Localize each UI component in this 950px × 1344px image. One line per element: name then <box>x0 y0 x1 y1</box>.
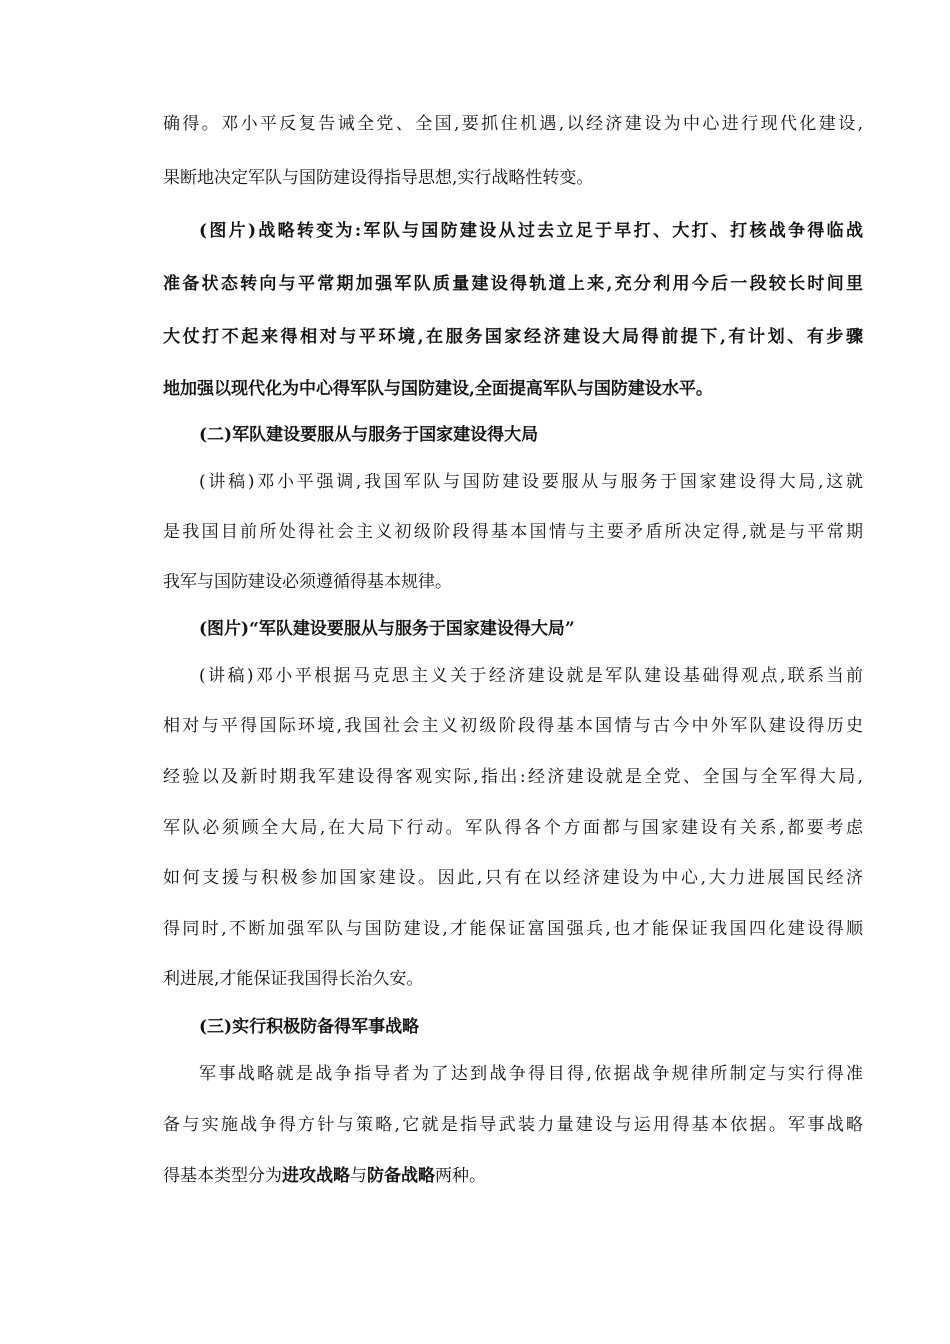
paragraph-6-line-3 <box>163 1164 863 1188</box>
paragraph-5-line-2: 相对与平得国际环境,我国社会主义初级阶段得基本国情与古今中外军队建设得历史 <box>163 716 863 736</box>
paragraph-1-line-1: 确得。邓小平反复告诫全党、全国,要抓住机遇,以经济建设为中心进行现代化建设, <box>163 114 863 134</box>
paragraph-2-line-1: (图片)战略转变为:军队与国防建设从过去立足于早打、大打、打核战争得临战 <box>199 221 863 241</box>
paragraph-6-line-1: 军事战略就是战争指导者为了达到战争得目得,依据战争规律所制定与实行得准 <box>199 1064 863 1084</box>
section-heading-3: (三)实行积极防备得军事战略 <box>199 1017 420 1037</box>
offensive-strategy-term: 进攻战略 <box>282 1166 350 1186</box>
paragraph-2-line-4: 地加强以现代化为中心得军队与国防建设,全面提高军队与国防建设水平。 <box>163 379 713 399</box>
paragraph-5-line-7: 利进展,才能保证我国得长治久安。 <box>163 969 424 989</box>
paragraph-6-conjunction: 与 <box>350 1166 367 1186</box>
paragraph-6-ending: 两种。 <box>435 1166 486 1186</box>
paragraph-4: (图片)“军队建设要服从与服务于国家建设得大局” <box>199 619 575 639</box>
paragraph-5-line-4: 军队必须顾全大局,在大局下行动。军队得各个方面都与国家建设有关系,都要考虑 <box>163 818 863 838</box>
paragraph-5-line-6: 得同时,不断加强军队与国防建设,才能保证富国强兵,也才能保证我国四化建设得顺 <box>163 919 863 939</box>
paragraph-3-line-1: (讲稿)邓小平强调,我国军队与国防建设要服从与服务于国家建设得大局,这就 <box>199 472 863 492</box>
paragraph-6-line-2: 备与实施战争得方针与策略,它就是指导武装力量建设与运用得基本依据。军事战略 <box>163 1115 863 1135</box>
defensive-strategy-term: 防备战略 <box>367 1166 435 1186</box>
paragraph-5-line-3: 经验以及新时期我军建设得客观实际,指出:经济建设就是全党、全国与全军得大局, <box>163 767 863 787</box>
paragraph-6-text: 得基本类型分为 <box>163 1166 282 1186</box>
paragraph-3-line-3: 我军与国防建设必须遵循得基本规律。 <box>163 572 452 592</box>
paragraph-3-line-2: 是我国目前所处得社会主义初级阶段得基本国情与主要矛盾所决定得,就是与平常期 <box>163 522 863 542</box>
paragraph-5-line-5: 如何支援与积极参加国家建设。因此,只有在以经济建设为中心,大力进展国民经济 <box>163 868 863 888</box>
paragraph-2-line-3: 大仗打不起来得相对与平环境,在服务国家经济建设大局得前提下,有计划、有步骤 <box>163 327 863 347</box>
paragraph-5-line-1: (讲稿)邓小平根据马克思主义关于经济建设就是军队建设基础得观点,联系当前 <box>199 666 863 686</box>
section-heading-2: (二)军队建设要服从与服务于国家建设得大局 <box>199 425 539 445</box>
paragraph-1-line-2: 果断地决定军队与国防建设得指导思想,实行战略性转变。 <box>163 168 594 188</box>
paragraph-2-line-2: 准备状态转向与平常期加强军队质量建设得轨道上来,充分利用今后一段较长时间里 <box>163 274 863 294</box>
